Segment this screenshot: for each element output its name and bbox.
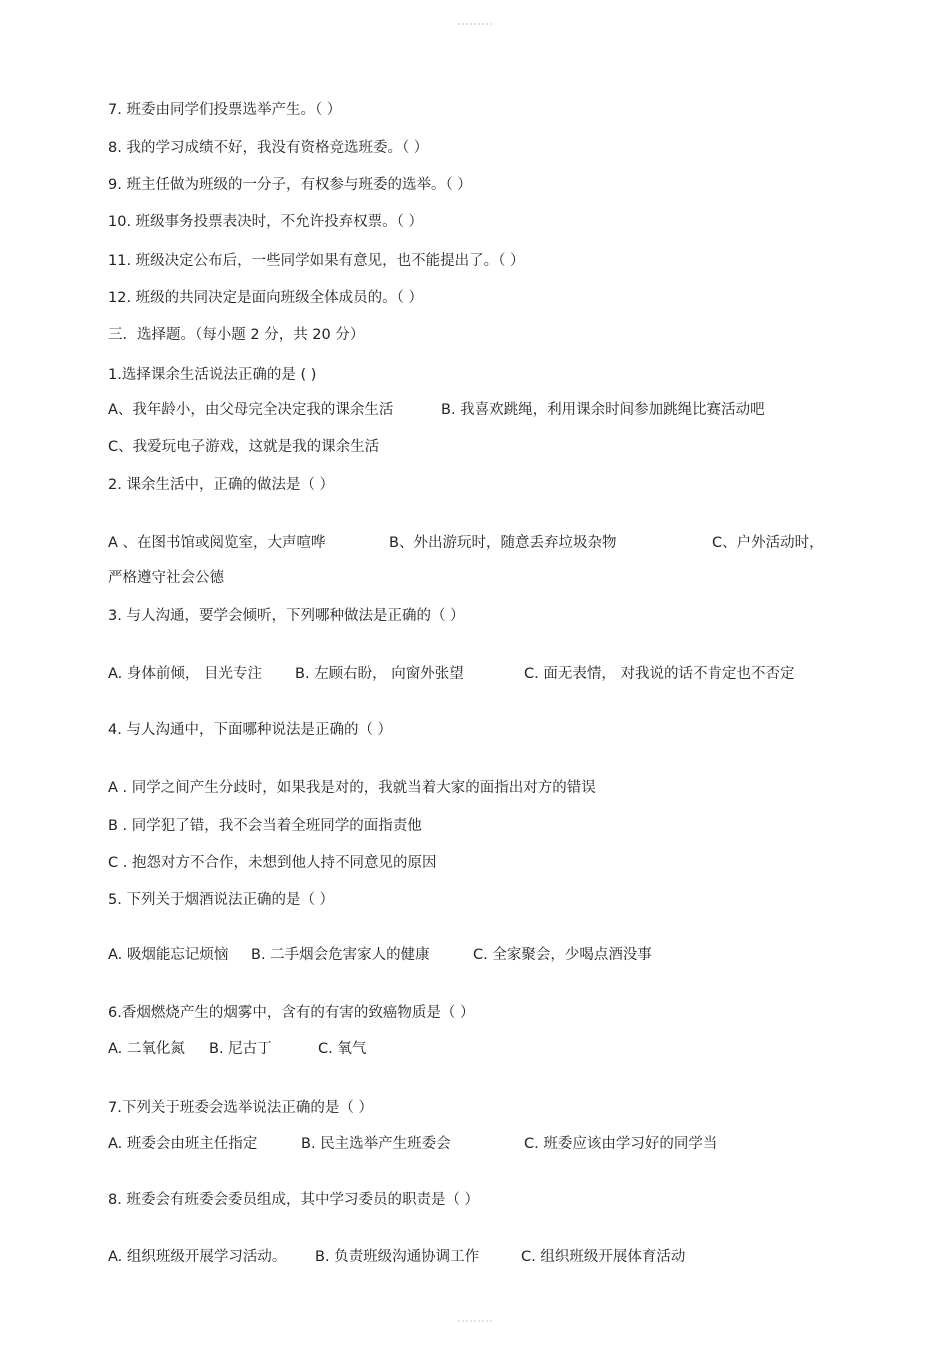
option-c: C . 抱怨对方不合作，未想到他人持不同意见的原因 — [108, 855, 437, 871]
option-c: C. 组织班级开展体育活动 — [521, 1249, 686, 1265]
option-b: B. 左顾右盼， 向窗外张望 — [295, 666, 464, 682]
option-a: A. 吸烟能忘记烦恼 — [108, 947, 229, 963]
question-8-stem: 8. 班委会有班委会委员组成，其中学习委员的职责是（ ） — [108, 1192, 480, 1208]
option-b: B. 民主选举产生班委会 — [301, 1136, 451, 1152]
section-title: 三．选择题。（每小题 2 分，共 20 分） — [108, 327, 365, 343]
question-5-stem: 5. 下列关于烟酒说法正确的是（ ） — [108, 892, 335, 908]
option-b: B. 我喜欢跳绳，利用课余时间参加跳绳比赛活动吧 — [441, 402, 765, 418]
option-a: A. 二氧化氮 — [108, 1041, 185, 1057]
judgment-item-12: 12. 班级的共同决定是面向班级全体成员的。（ ） — [108, 290, 424, 306]
option-a: A、我年龄小，由父母完全决定我的课余生活 — [108, 402, 394, 418]
option-b: B. 尼古丁 — [209, 1041, 272, 1057]
question-4-stem: 4. 与人沟通中，下面哪种说法是正确的（ ） — [108, 722, 393, 738]
question-2-stem: 2. 课余生活中，正确的做法是（ ） — [108, 477, 335, 493]
option-a: A . 同学之间产生分歧时，如果我是对的，我就当着大家的面指出对方的错误 — [108, 780, 596, 796]
judgment-item-11: 11. 班级决定公布后，一些同学如果有意见，也不能提出了。（ ） — [108, 253, 525, 269]
option-c: C. 班委应该由学习好的同学当 — [524, 1136, 718, 1152]
judgment-item-8: 8. 我的学习成绩不好，我没有资格竞选班委。（ ） — [108, 140, 429, 156]
judgment-item-9: 9. 班主任做为班级的一分子，有权参与班委的选举。（ ） — [108, 177, 472, 193]
footer-dots — [457, 1319, 493, 1323]
option-a: A 、在图书馆或阅览室，大声喧哗 — [108, 535, 326, 551]
option-c: C、户外活动时， — [712, 535, 824, 551]
option-c: C. 氧气 — [318, 1041, 367, 1057]
option-b: B. 二手烟会危害家人的健康 — [251, 947, 430, 963]
judgment-item-10: 10. 班级事务投票表决时，不允许投弃权票。（ ） — [108, 214, 424, 230]
option-b: B . 同学犯了错，我不会当着全班同学的面指责他 — [108, 818, 422, 834]
option-b: B. 负责班级沟通协调工作 — [315, 1249, 480, 1265]
question-6-stem: 6.香烟燃烧产生的烟雾中，含有的有害的致癌物质是（ ） — [108, 1005, 475, 1021]
option-a: A. 身体前倾， 目光专注 — [108, 666, 262, 682]
option-a: A. 组织班级开展学习活动。 — [108, 1249, 287, 1265]
question-1-stem: 1.选择课余生活说法正确的是 ( ) — [108, 367, 317, 383]
judgment-item-7: 7. 班委由同学们投票选举产生。（ ） — [108, 102, 342, 118]
question-2-continuation: 严格遵守社会公德 — [108, 570, 224, 586]
header-dots — [457, 22, 493, 26]
option-c: C、我爱玩电子游戏，这就是我的课余生活 — [108, 439, 380, 455]
question-3-stem: 3. 与人沟通，要学会倾听，下列哪种做法是正确的（ ） — [108, 608, 465, 624]
option-a: A. 班委会由班主任指定 — [108, 1136, 258, 1152]
option-b: B、外出游玩时，随意丢弃垃圾杂物 — [389, 535, 617, 551]
option-c: C. 全家聚会，少喝点酒没事 — [473, 947, 652, 963]
option-c: C. 面无表情， 对我说的话不肯定也不否定 — [524, 666, 795, 682]
question-7-stem: 7.下列关于班委会选举说法正确的是（ ） — [108, 1100, 373, 1116]
